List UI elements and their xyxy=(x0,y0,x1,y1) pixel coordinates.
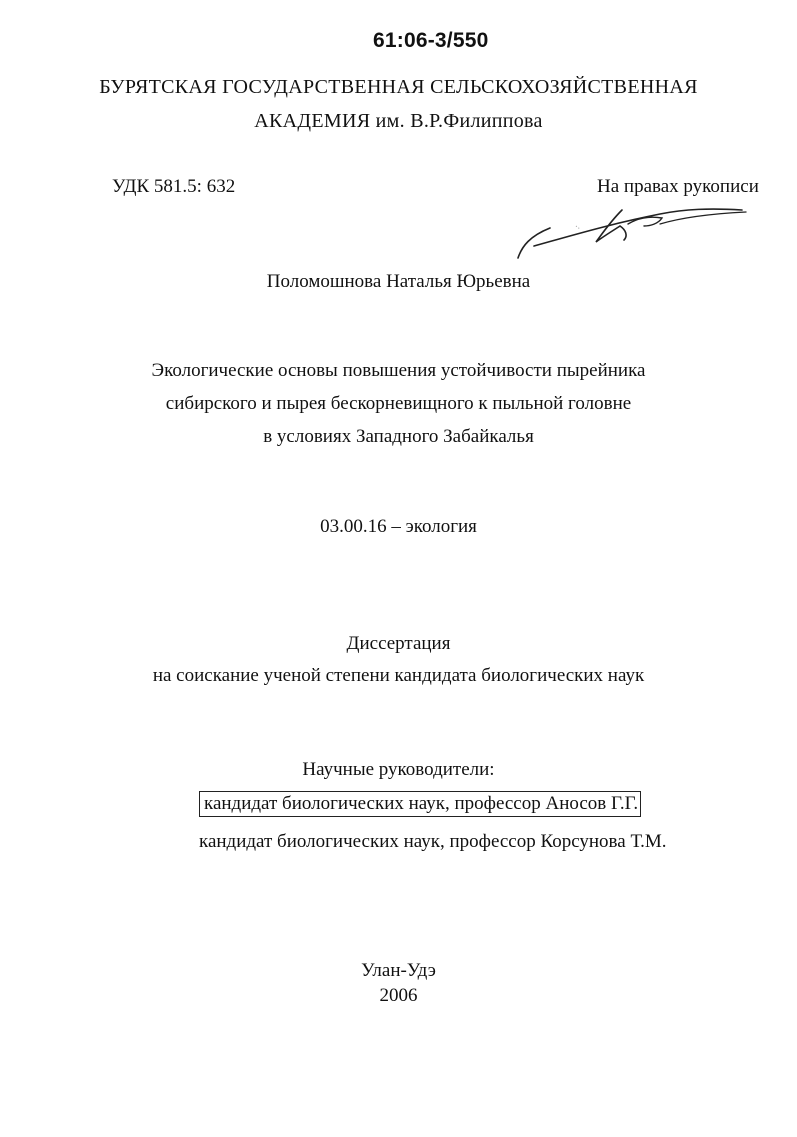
document-type: Диссертация xyxy=(346,633,451,654)
handwritten-signature xyxy=(510,196,760,266)
udk-code: УДК 581.5: 632 xyxy=(112,176,236,197)
supervisor-2: кандидат биологических наук, профессор Корсунова Т.М. xyxy=(199,831,667,852)
archive-code: 61:06-3/550 xyxy=(373,29,489,52)
institution-line-2: АКАДЕМИЯ им. В.Р.Филиппова xyxy=(254,110,543,132)
specialty-code: 03.00.16 – экология xyxy=(320,516,477,537)
author-name: Поломошнова Наталья Юрьевна xyxy=(266,271,531,292)
supervisor-1: кандидат биологических наук, профессор Аносов Г.Г. xyxy=(199,791,641,817)
supervisors-heading: Научные руководители: xyxy=(302,759,495,780)
thesis-title-line-3: в условиях Западного Забайкалья xyxy=(263,426,534,447)
city: Улан-Удэ xyxy=(361,960,436,981)
rights-note: На правах рукописи xyxy=(597,176,759,197)
institution-line-1: БУРЯТСКАЯ ГОСУДАРСТВЕННАЯ СЕЛЬСКОХОЗЯЙСТВЕННАЯ xyxy=(99,76,698,98)
year: 2006 xyxy=(379,985,418,1006)
thesis-title-line-1: Экологические основы повышения устойчивости пырейника xyxy=(151,360,646,381)
degree-statement: на соискание ученой степени кандидата биологических наук xyxy=(152,665,645,686)
thesis-title-line-2: сибирского и пырея бескорневищного к пыльной головне xyxy=(165,393,632,414)
